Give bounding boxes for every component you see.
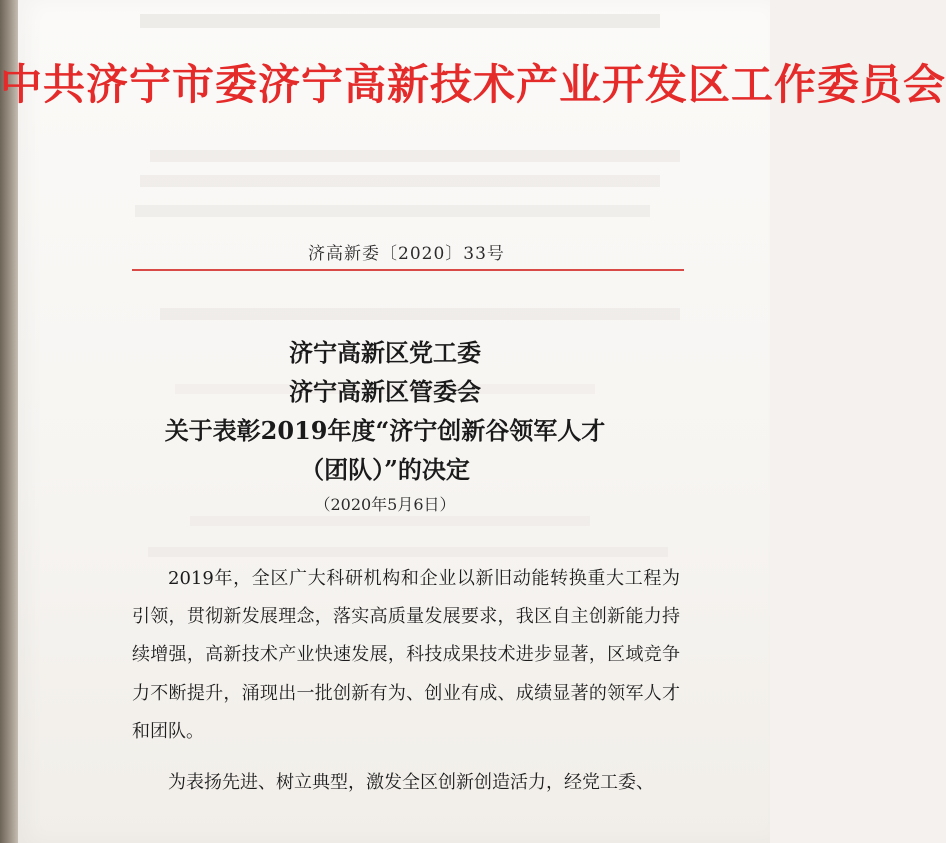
heading-line-4: （团队）”的决定	[300, 455, 470, 484]
body-paragraph-1: 2019年，全区广大科研机构和企业以新旧动能转换重大工程为引领，贯彻新发展理念，落实高质量发展要求，我区自主创新能力持续增强，高新技术产业快速发展，科技成果技术进步显著，区域竞争力不断提升，涌现出一批创新有为、创业有成、成绩显著的领军人才和团队。	[132, 568, 680, 742]
bleed-through-line	[140, 14, 660, 28]
bleed-through-line	[150, 150, 680, 162]
heading-line-3: 关于表彰2019年度“济宁创新谷领军人才	[164, 416, 606, 445]
bleed-through-line	[160, 308, 680, 320]
bleed-through-line	[190, 516, 590, 526]
red-divider-line	[132, 269, 684, 271]
body-paragraph-2: 为表扬先进、树立典型，激发全区创新创造活力，经党工委、	[168, 772, 654, 794]
heading-line-1: 济宁高新区党工委	[289, 338, 481, 367]
heading-line-2: 济宁高新区管委会	[289, 377, 481, 406]
document-date: （2020年5月6日）	[314, 495, 456, 514]
document-heading	[0, 333, 770, 489]
document-body	[132, 560, 680, 802]
document-number: 济高新委〔2020〕33号	[308, 244, 505, 264]
letterhead-title: 中共济宁市委济宁高新技术产业开发区工作委员会	[0, 60, 946, 109]
bleed-through-line	[148, 547, 668, 557]
bleed-through-line	[140, 175, 660, 187]
bleed-through-line	[135, 205, 650, 217]
